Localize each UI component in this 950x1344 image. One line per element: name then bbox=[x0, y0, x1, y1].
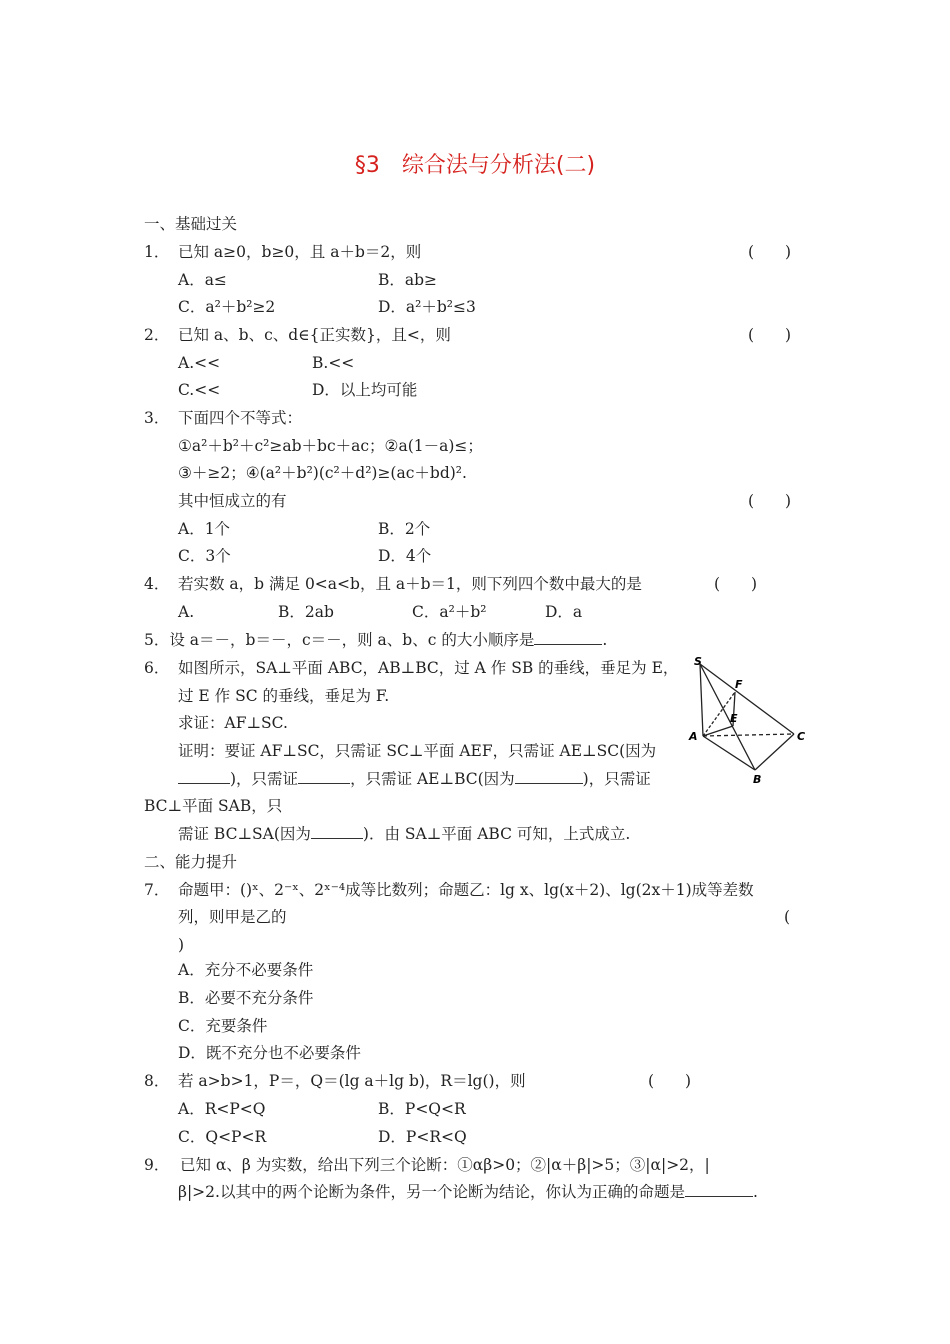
q1-option-d: D．a²＋b²≤3 bbox=[378, 298, 476, 316]
q6-blank-4[interactable] bbox=[311, 824, 363, 839]
q2-option-b: B.<< bbox=[312, 354, 355, 372]
q5-text bbox=[144, 630, 607, 650]
q5-stem: 5．设 a＝－，b＝－，c＝－，则 a、b、c 的大小顺序是 bbox=[144, 631, 535, 649]
q2-number: 2． bbox=[144, 326, 170, 344]
q4-number: 4． bbox=[144, 575, 170, 593]
q6-line-7 bbox=[178, 824, 630, 844]
q3-option-a: A．1个 bbox=[178, 520, 231, 538]
q6-line-5 bbox=[178, 769, 651, 789]
q1-option-c: C．a²＋b²≥2 bbox=[178, 298, 276, 316]
q9-line-2 bbox=[178, 1182, 758, 1202]
q6-line-1: 如图所示，SA⊥平面 ABC，AB⊥BC，过 A 作 SB 的垂线，垂足为 E， bbox=[178, 659, 679, 677]
q4-option-a: A. bbox=[178, 603, 195, 621]
q2-answer-paren: ( ) bbox=[748, 326, 792, 344]
q6-line-6: BC⊥平面 SAB，只 bbox=[144, 797, 283, 815]
edge-ab bbox=[703, 736, 755, 770]
page-title: §3 综合法与分析法(二) bbox=[354, 153, 596, 178]
q2-option-d: D．以上均可能 bbox=[312, 381, 418, 399]
q3-number: 3． bbox=[144, 409, 170, 427]
q6-line-5-part-a: )，只需证 bbox=[230, 770, 299, 788]
q1-option-a: A．a≤ bbox=[178, 271, 227, 289]
q7-option-d: D．既不充分也不必要条件 bbox=[178, 1044, 361, 1062]
section-heading-advanced: 二、能力提升 bbox=[144, 853, 238, 871]
label-f: F bbox=[735, 678, 743, 691]
q3-option-d: D．4个 bbox=[378, 547, 432, 565]
q3-stem: 下面四个不等式： bbox=[178, 409, 303, 427]
q6-blank-1[interactable] bbox=[178, 769, 230, 784]
q3-answer-paren: ( ) bbox=[748, 492, 792, 510]
q3-line-2: ③＋≥2；④(a²＋b²)(c²＋d²)≥(ac＋bd)². bbox=[178, 464, 467, 482]
q3-option-c: C．3个 bbox=[178, 547, 231, 565]
q3-line-3: 其中恒成立的有 bbox=[178, 492, 287, 510]
q8-option-a: A．R<P<Q bbox=[178, 1100, 266, 1118]
q6-line-3: 求证：AF⊥SC. bbox=[178, 714, 288, 732]
edge-sb bbox=[700, 664, 755, 770]
label-c: C bbox=[797, 730, 806, 743]
q6-blank-2[interactable] bbox=[298, 769, 350, 784]
q7-option-a: A．充分不必要条件 bbox=[178, 961, 314, 979]
q4-stem: 若实数 a，b 满足 0<a<b，且 a＋b＝1，则下列四个数中最大的是 bbox=[178, 575, 642, 593]
q9-line-2-text: β|>2.以其中的两个论断为条件，另一个论断为结论，你认为正确的命题是 bbox=[178, 1183, 685, 1201]
q6-line-2: 过 E 作 SC 的垂线，垂足为 F. bbox=[178, 687, 390, 705]
q6-line-7-part-b: )．由 SA⊥平面 ABC 可知，上式成立. bbox=[362, 825, 631, 843]
q9-blank[interactable] bbox=[685, 1182, 753, 1197]
q8-answer-paren: ( ) bbox=[648, 1072, 692, 1090]
label-a: A bbox=[689, 730, 698, 743]
q2-option-a: A.<< bbox=[178, 354, 221, 372]
q8-option-d: D．P<R<Q bbox=[378, 1128, 467, 1146]
q1-answer-paren: ( ) bbox=[748, 243, 792, 261]
q7-paren-open: ( bbox=[784, 908, 791, 926]
q6-line-4: 证明：要证 AF⊥SC，只需证 SC⊥平面 AEF，只需证 AE⊥SC(因为 bbox=[178, 742, 657, 760]
q3-line-1: ①a²＋b²＋c²≥ab＋bc＋ac；②a(1－a)≤； bbox=[178, 437, 483, 455]
q4-option-c: C．a²＋b² bbox=[412, 603, 487, 621]
q4-option-b: B．2ab bbox=[278, 603, 334, 621]
edge-sa bbox=[700, 664, 703, 736]
q8-stem: 若 a>b>1，P＝，Q＝(lg a＋lg b)，R＝lg()，则 bbox=[178, 1072, 526, 1090]
edge-sc bbox=[700, 664, 794, 734]
q1-number: 1． bbox=[144, 243, 170, 261]
label-b: B bbox=[753, 773, 762, 786]
q6-line-7-part-a: 需证 BC⊥SA(因为 bbox=[178, 825, 311, 843]
q9-number: 9． bbox=[144, 1156, 170, 1174]
edge-ae bbox=[703, 726, 733, 736]
q1-option-b: B．ab≥ bbox=[378, 271, 438, 289]
edge-ac bbox=[703, 734, 794, 736]
edge-bc bbox=[755, 734, 794, 770]
q7-option-c: C．充要条件 bbox=[178, 1017, 268, 1035]
q7-option-b: B．必要不充分条件 bbox=[178, 989, 314, 1007]
q1-stem: 已知 a≥0，b≥0，且 a＋b＝2，则 bbox=[178, 243, 422, 261]
q7-line-1: 命题甲：()ˣ、2⁻ˣ、2ˣ⁻⁴成等比数列；命题乙：lg x、lg(x＋2)、lg(2x＋1)成等差数 bbox=[178, 881, 754, 899]
q7-paren-close: ) bbox=[178, 936, 185, 954]
q4-answer-paren: ( ) bbox=[714, 575, 758, 593]
q5-end: . bbox=[602, 631, 608, 649]
label-s: S bbox=[694, 655, 702, 668]
q9-line-1: 已知 α、β 为实数，给出下列三个论断：①αβ>0；②|α＋β|>5；③|α|>2，| bbox=[180, 1156, 710, 1174]
q4-option-d: D．a bbox=[545, 603, 583, 621]
q8-option-c: C．Q<P<R bbox=[178, 1128, 267, 1146]
q8-number: 8． bbox=[144, 1072, 170, 1090]
q3-option-b: B．2个 bbox=[378, 520, 431, 538]
pyramid-figure bbox=[680, 652, 820, 790]
label-e: E bbox=[730, 712, 738, 725]
q6-number: 6． bbox=[144, 659, 170, 677]
q6-line-5-part-b: ，只需证 AE⊥BC(因为 bbox=[350, 770, 515, 788]
section-heading-basic: 一、基础过关 bbox=[144, 215, 238, 233]
q2-option-c: C.<< bbox=[178, 381, 221, 399]
q9-end: . bbox=[752, 1183, 758, 1201]
q7-line-2: 列，则甲是乙的 bbox=[178, 908, 287, 926]
q2-stem: 已知 a、b、c、d∈{正实数}，且<，则 bbox=[178, 326, 451, 344]
q6-line-5-part-c: )，只需证 bbox=[582, 770, 651, 788]
q5-blank[interactable] bbox=[534, 630, 602, 645]
q6-blank-3[interactable] bbox=[515, 769, 583, 784]
q7-number: 7． bbox=[144, 881, 170, 899]
q8-option-b: B．P<Q<R bbox=[378, 1100, 466, 1118]
